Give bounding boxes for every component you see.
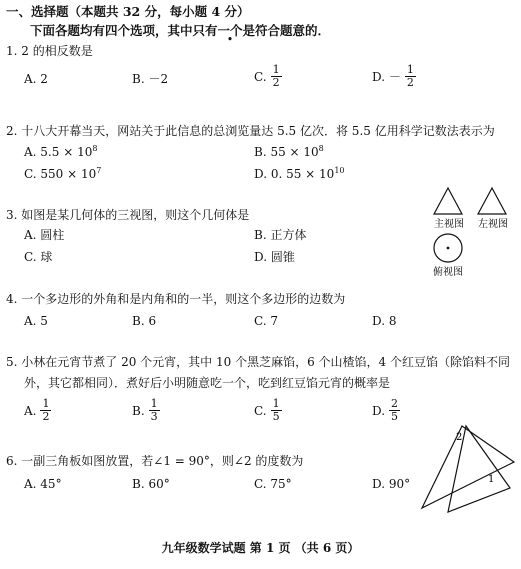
question-5-stem-line1: 5. 小林在元宵节煮了 20 个元宵，其中 10 个黑芝麻馅，6 个山楂馅，4 个红豆馅（除馅料不同 [6,355,510,369]
question-2-option-d[interactable]: D. 0. $55 \times 10^{10}$ [254,166,345,181]
front-view-triangle [434,188,462,214]
page-footer: 九年级数学试题 第 1 页 （共 6 页） [161,541,360,555]
triangles-figure [418,420,518,514]
question-1-option-c[interactable]: C. $\frac{1}{2}$ [254,63,280,89]
question-2-option-a[interactable]: A. $5.5 \times 10^8$ [24,144,98,159]
question-3-stem: 3. 如图是某几何体的三视图，则这个几何体是 [6,208,250,222]
question-2-option-b[interactable]: B. $55 \times 10^8$ [254,144,324,159]
instruction-post: 是符合题意的． [242,23,331,38]
question-5-option-d[interactable]: D. $\frac{2}{5}$ [372,397,399,423]
fraction: $\frac{1}{2}$ [406,63,414,89]
question-4-stem: 4. 一个多边形的外角和是内角和的一半，则这个多边形的边数为 [6,292,346,306]
question-3-option-d[interactable]: D. 圆锥 [254,250,295,264]
question-1-stem: 1. 2 的相反数是 [6,44,93,58]
question-6-stem: 6. 一副三角板如图放置，若∠1 = 90°，则∠2 的度数为 [6,454,304,468]
question-2-option-c[interactable]: C. $550 \times 10^7$ [24,166,102,181]
question-1-option-d[interactable]: D. － $\frac{1}{2}$ [372,63,414,89]
question-5-stem-line2: 外，其它都相同）．煮好后小明随意吃一个，吃到红豆馅元宵的概率是 [24,376,391,390]
question-5-option-b[interactable]: B. $\frac{1}{3}$ [132,397,158,423]
instruction-emphasis: 一个 [217,23,243,38]
question-5-option-c[interactable]: C. $\frac{1}{5}$ [254,397,280,423]
angle-1-label: 1 [488,474,495,485]
question-2-stem: 2. 十八大开幕当天，网站关于此信息的总浏览量达 5.5 亿次．将 5.5 亿用科学记数法表示为 [6,124,495,138]
question-4-option-a[interactable]: A. 5 [24,314,48,328]
top-view-label: 俯视图 [433,267,463,278]
question-5-option-a[interactable]: A. $\frac{1}{2}$ [24,397,50,423]
question-3-option-c[interactable]: C. 球 [24,250,53,264]
question-1-option-a[interactable]: A. 2 [24,72,48,86]
left-view-label: 左视图 [478,219,508,230]
left-view-triangle [478,188,506,214]
question-3-option-b[interactable]: B. 正方体 [254,228,307,242]
question-1-option-b[interactable]: B. －2 [132,72,169,86]
section-title: 一、选择题（本题共 32 分，每小题 4 分） [6,4,250,19]
fraction: $\frac{1}{2}$ [272,63,280,89]
question-6-option-b[interactable]: B. 60° [132,477,170,491]
question-4-option-d[interactable]: D. 8 [372,314,397,328]
question-6-option-a[interactable]: A. 45° [24,477,62,491]
question-6-option-c[interactable]: C. 75° [254,477,292,491]
triangle-one [422,426,514,508]
center-dot [447,247,450,250]
three-views-figure [426,186,516,278]
angle-2-label: 2 [456,432,463,443]
question-4-option-b[interactable]: B. 6 [132,314,157,328]
section-instruction [30,24,330,38]
question-6-option-d[interactable]: D. 90° [372,477,411,491]
question-3-option-a[interactable]: A. 圆柱 [24,228,65,242]
front-view-label: 主视图 [434,219,464,230]
instruction-pre: 下面各题均有四个选项，其中只有 [30,23,218,38]
question-4-option-c[interactable]: C. 7 [254,314,279,328]
